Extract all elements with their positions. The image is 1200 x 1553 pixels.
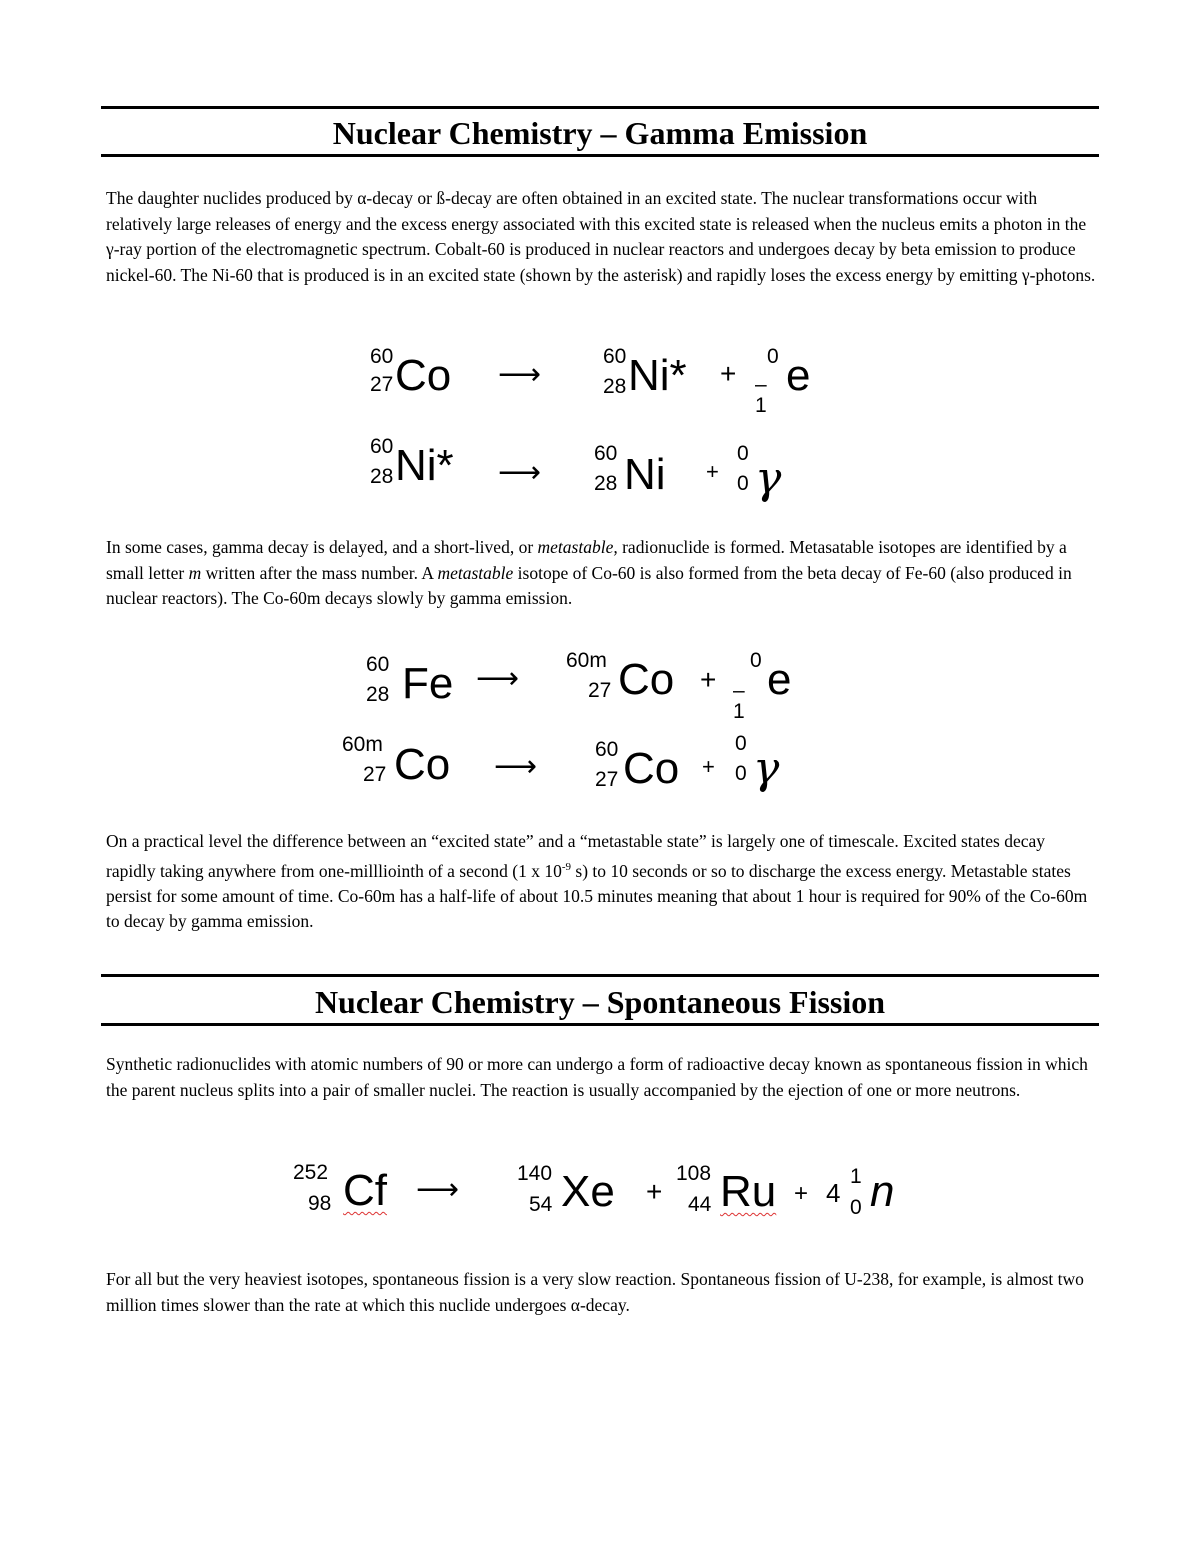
element-symbol: Cf <box>343 1166 387 1215</box>
section-title-gamma-emission: Nuclear Chemistry – Gamma Emission <box>101 106 1099 157</box>
mass-number: 60 <box>370 345 394 368</box>
element-symbol: e <box>767 655 792 704</box>
reaction-arrow: ⟶ <box>498 357 542 392</box>
plus-sign: + <box>794 1180 809 1207</box>
element-symbol: Co <box>618 655 675 704</box>
atomic-number: 28 <box>370 465 394 488</box>
atomic-number: 54 <box>529 1193 553 1216</box>
mass-number: 0 <box>737 442 749 465</box>
atomic-number: 98 <box>308 1192 332 1215</box>
mass-number: 1 <box>850 1165 862 1188</box>
atomic-number: 28 <box>366 683 390 706</box>
element-symbol: e <box>786 351 811 400</box>
atomic-number: 28 <box>603 375 627 398</box>
mass-number: 0 <box>735 732 747 755</box>
mass-number: 60m <box>342 733 383 756</box>
reaction-arrow: ⟶ <box>416 1172 460 1207</box>
paragraph-text: For all but the very heaviest isotopes, spontaneous fission is a very slow reaction. Spontaneous fission of U-238, for example, is almost two million times slower than the rate at which this nuclide undergoes α-decay. <box>106 1269 1084 1315</box>
mass-number: 60 <box>370 435 394 458</box>
mass-number: 140 <box>517 1162 553 1185</box>
paragraph-fission-intro <box>106 1052 1096 1103</box>
atomic-number: 0 <box>735 762 747 785</box>
atomic-number: 27 <box>370 373 394 396</box>
mass-number: 60 <box>594 442 618 465</box>
mass-number: 0 <box>750 649 762 672</box>
reaction-arrow: ⟶ <box>498 455 542 490</box>
text-run: radionuclide is formed. Metasatable isotopes are identified by a small letter <box>106 537 1067 583</box>
paragraph-text <box>106 829 1096 935</box>
paragraph-fission-rate <box>106 1267 1096 1318</box>
gamma-symbol: γ <box>753 743 780 794</box>
mass-number: 108 <box>676 1162 712 1185</box>
paragraph-timescale <box>106 829 1096 935</box>
element-symbol: Co <box>394 740 451 789</box>
section-title-spontaneous-fission: Nuclear Chemistry – Spontaneous Fission <box>101 974 1099 1026</box>
atomic-number: 27 <box>363 763 387 786</box>
atomic-number: 28 <box>594 472 618 495</box>
atomic-number: –1 <box>733 679 745 723</box>
atomic-number: 0 <box>737 472 749 495</box>
element-symbol: Ni <box>624 450 666 499</box>
paragraph-gamma-intro <box>106 186 1096 288</box>
mass-number: 60m <box>566 649 607 672</box>
mass-number: 252 <box>293 1161 329 1184</box>
element-symbol: Fe <box>402 659 454 708</box>
italic-term: metastable, <box>537 537 618 557</box>
mass-number: 60 <box>366 653 390 676</box>
plus-sign: + <box>646 1176 663 1207</box>
paragraph-text: The daughter nuclides produced by α-decay or ß-decay are often obtained in an excited state. The nuclear transformations occur with relatively large releases of energy and the excess energy associated with this excited state is released when the nucleus emits a photon in the γ-ray portion of the electromagnetic spectrum. Cobalt-60 is produced in nuclear reactors and undergoes decay by beta emission to produce nickel-60. The Ni-60 that is produced is in an excited state (shown by the asterisk) and rapidly loses the excess energy by emitting γ-photons. <box>106 188 1096 285</box>
element-symbol: Xe <box>561 1167 615 1216</box>
atomic-number: 44 <box>688 1193 712 1216</box>
mass-number: 0 <box>767 345 779 368</box>
italic-term: metastable <box>437 562 514 583</box>
reaction-arrow: ⟶ <box>476 661 520 696</box>
atomic-number: 27 <box>588 679 612 702</box>
mass-number: 60 <box>603 345 627 368</box>
atomic-number: 27 <box>595 768 619 791</box>
plus-sign: + <box>700 664 717 695</box>
text-run: isotope of Co-60 is also formed from the beta decay of Fe-60 (also produced in nuclear reactors). The Co-60m decays slowly by gamma emission. <box>106 562 1072 608</box>
element-symbol: Co <box>623 744 680 793</box>
plus-sign: + <box>720 358 737 389</box>
plus-sign: + <box>702 754 715 779</box>
atomic-number: 0 <box>850 1196 862 1219</box>
plus-sign: + <box>706 459 719 484</box>
reaction-arrow: ⟶ <box>494 749 538 784</box>
paragraph-text <box>106 535 1096 612</box>
text-run: s) to 10 seconds or so to discharge the excess energy. Metastable states persist for some amount of time. Co-60m has a half-life of about 10.5 minutes meaning that about 1 hour is required for 90% of the Co-60m to decay by gamma emission. <box>106 860 1088 932</box>
text-run: On a practical level the difference between an “excited state” and a “metastable state” is largely one of timescale. Excited states decay rapidly taking anywhere from one-millliointh of a second (1 x 10 <box>106 831 1046 881</box>
atomic-number: –1 <box>755 373 767 417</box>
element-symbol: Ni* <box>395 441 454 490</box>
neutron-coefficient: 4 <box>826 1178 841 1208</box>
element-symbol: Ru <box>720 1167 777 1216</box>
text-run: written after the mass number. A <box>201 562 438 583</box>
text-run: In some cases, gamma decay is delayed, and a short-lived, or <box>106 537 538 557</box>
exponent: -9 <box>561 860 572 873</box>
element-symbol: n <box>870 1167 895 1216</box>
paragraph-text: Synthetic radionuclides with atomic numbers of 90 or more can undergo a form of radioactive decay known as spontaneous fission in which the parent nucleus splits into a pair of smaller nuclei. The reaction is usually accompanied by the ejection of one or more neutrons. <box>106 1054 1088 1100</box>
element-symbol: Co <box>395 351 452 400</box>
gamma-symbol: γ <box>755 453 782 504</box>
element-symbol: Ni* <box>628 351 687 400</box>
paragraph-metastable <box>106 535 1096 612</box>
italic-term: m <box>188 562 202 583</box>
mass-number: 60 <box>595 738 619 761</box>
